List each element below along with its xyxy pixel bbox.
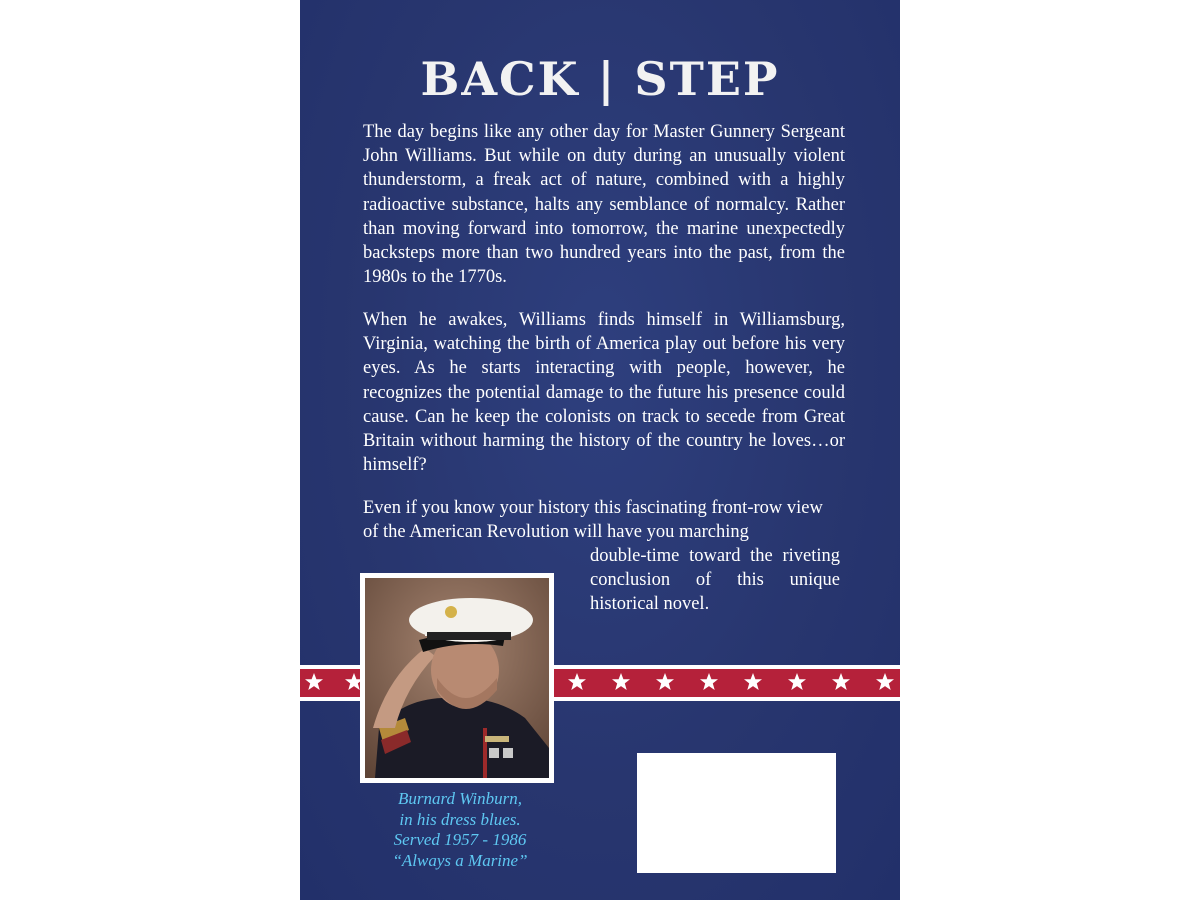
caption-line-2: in his dress blues. xyxy=(399,809,521,829)
star-icon xyxy=(611,672,631,692)
marine-portrait-illustration xyxy=(365,578,549,778)
star-icon xyxy=(787,672,807,692)
caption-line-3: Served 1957 - 1986 xyxy=(393,830,527,849)
star-icon xyxy=(699,672,719,692)
star-icon xyxy=(567,672,587,692)
star-icon xyxy=(655,672,675,692)
caption-line-4: “Always a Marine” xyxy=(392,850,528,870)
synopsis-paragraph-3-bottom: double-time toward the riveting conclusion of this unique historical novel. xyxy=(590,546,840,615)
caption-line-1: Burnard Winburn, xyxy=(397,789,523,808)
book-title: BACK | STEP xyxy=(420,52,780,106)
synopsis-paragraph-3-top: Even if you know your history this fascinating front-row view of the American Revolution will have you marching xyxy=(363,498,823,543)
star-icon xyxy=(875,672,895,692)
book-back-cover xyxy=(300,0,900,900)
author-photo-frame xyxy=(360,573,554,783)
author-photo-caption xyxy=(345,789,575,871)
star-icon xyxy=(304,672,324,692)
synopsis-paragraph-2: When he awakes, Williams finds himself in Williamsburg, Virginia, watching the birth of America play out before his very eyes. As he starts interacting with people, however, he recognizes the potential damage to the future his presence could cause. Can he keep the colonists on track to secede from Great Britain without harming the history of the country he loves…or himself? xyxy=(363,310,845,476)
star-icon xyxy=(743,672,763,692)
star-icon xyxy=(831,672,851,692)
barcode-placeholder xyxy=(637,753,836,873)
saluting-marine-photo xyxy=(365,578,549,778)
synopsis-paragraph-1: The day begins like any other day for Master Gunnery Sergeant John Williams. But while on duty during an unusually violent thunderstorm, a freak act of nature, combined with a highly radioactive substance, halts any semblance of normalcy. Rather than moving forward into tomorrow, the marine unexpectedly backsteps more than two hundred years into the past, from the 1980s to the 1770s. xyxy=(363,122,845,288)
